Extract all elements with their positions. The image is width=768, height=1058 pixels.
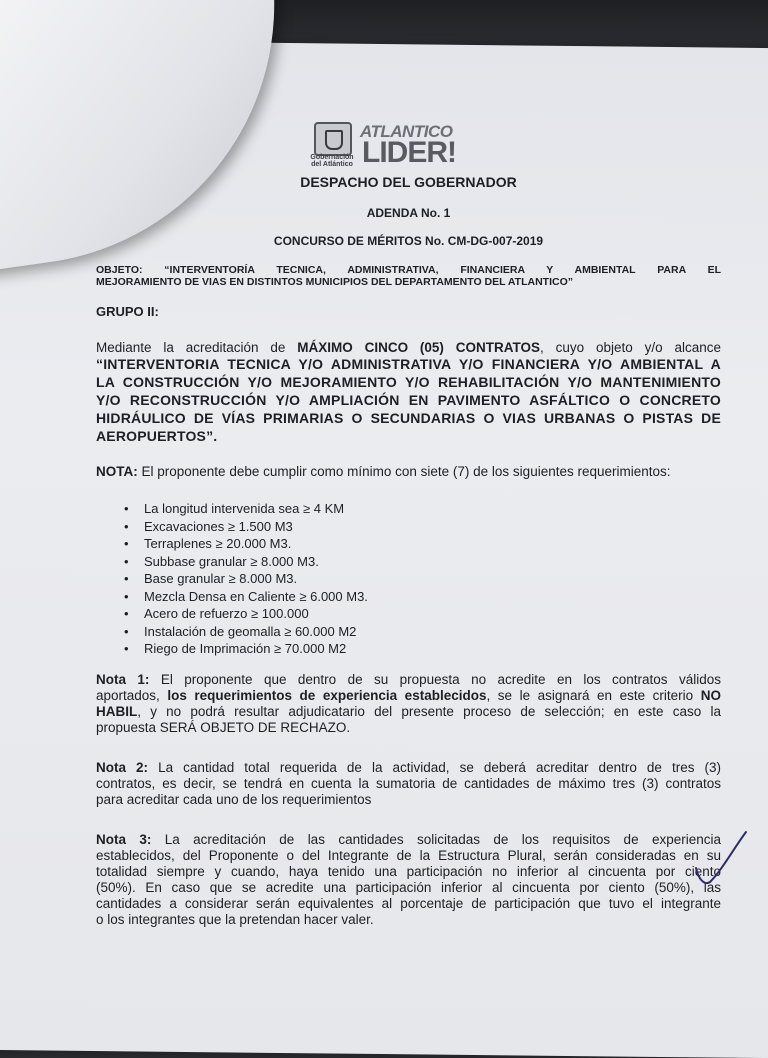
logo-government-text: Gobernación del Atlántico bbox=[310, 154, 354, 168]
nota-1-emphasis: HABIL bbox=[96, 704, 138, 719]
scope-line-4: HIDRÁULICO DE VÍAS PRIMARIAS O SECUNDARIAS O VIAS URBANAS O PISTAS DE bbox=[96, 410, 721, 426]
nota-label: NOTA: bbox=[96, 464, 138, 479]
accreditation-lead: Mediante la acreditación de bbox=[96, 340, 286, 355]
contest-number: CONCURSO DE MÉRITOS No. CM-DG-007-2019 bbox=[273, 234, 544, 248]
nota-1-line-2 bbox=[96, 688, 721, 704]
nota-2-line-1 bbox=[96, 760, 721, 776]
nota-1-text: , se le asignará en este criterio bbox=[486, 688, 701, 703]
scope-line-1: “INTERVENTORIA TECNICA Y/O ADMINISTRATIVA Y/O FINANCIERA Y/O AMBIENTAL A bbox=[96, 356, 721, 372]
objeto-line-2: MEJORAMIENTO DE VIAS EN DISTINTOS MUNICIPIOS DEL DEPARTAMENTO DEL ATLANTICO” bbox=[96, 276, 574, 288]
nota-3-line-5: cantidades a considerar serán equivalentes al porcentaje de participación que tuvo el integrante bbox=[96, 896, 721, 911]
list-item: • Excavaciones ≥ 1.500 M3 bbox=[124, 518, 368, 536]
requirements-list bbox=[124, 500, 368, 658]
scope-line-3: Y/O RECONSTRUCCIÓN Y/O AMPLIACIÓN EN PAVIMENTO ASFÁLTICO O CONCRETO bbox=[96, 392, 721, 408]
handwritten-checkmark-icon bbox=[690, 826, 750, 896]
wordmark-top: ATLANTICO bbox=[360, 122, 453, 141]
nota-3-label: Nota 3: bbox=[96, 832, 152, 847]
nota-2-text: La cantidad total requerida de la actividad, se deberá acreditar dentro de tres (3) bbox=[148, 760, 721, 775]
objeto-line-1: OBJETO: “INTERVENTORÍA TECNICA, ADMINISTRATIVA, FINANCIERA Y AMBIENTAL PARA EL bbox=[96, 264, 721, 276]
coat-of-arms-icon bbox=[314, 122, 352, 156]
nota-1-label: Nota 1: bbox=[96, 672, 150, 687]
list-item: • Instalación de geomalla ≥ 60.000 M2 bbox=[124, 623, 368, 641]
list-item: • Subbase granular ≥ 8.000 M3. bbox=[124, 553, 368, 571]
office-heading: DESPACHO DEL GOBERNADOR bbox=[300, 174, 517, 190]
wordmark-bottom: LIDER! bbox=[362, 136, 456, 169]
grupo-label: GRUPO II: bbox=[96, 304, 159, 319]
list-item: • Base granular ≥ 8.000 M3. bbox=[124, 570, 368, 588]
list-item: • Acero de refuerzo ≥ 100.000 bbox=[124, 605, 368, 623]
nota-1-emphasis: NO bbox=[700, 688, 721, 703]
list-item: • Mezcla Densa en Caliente ≥ 6.000 M3. bbox=[124, 588, 368, 606]
nota-3-line-4: (50%). En caso que se acredite una participación inferior al cincuenta por ciento (50%), las bbox=[96, 880, 721, 895]
nota-1-line-1 bbox=[96, 672, 721, 688]
nota-text: El proponente debe cumplir como mínimo con siete (7) de los siguientes requerimientos: bbox=[137, 464, 671, 479]
nota-3-line-1 bbox=[96, 832, 721, 848]
nota-3-line-2: establecidos, del Proponente o del Integrante de la Estructura Plural, serán consideradas en su bbox=[96, 848, 721, 863]
accreditation-intro bbox=[96, 340, 721, 356]
scope-line-5: AEROPUERTOS”. bbox=[96, 428, 218, 444]
nota-1-emphasis: los requerimientos de experiencia establecidos bbox=[167, 688, 487, 703]
scope-line-2: LA CONSTRUCCIÓN Y/O MEJORAMIENTO Y/O REHABILITACIÓN Y/O MANTENIMIENTO bbox=[96, 374, 721, 390]
nota-2-label: Nota 2: bbox=[96, 760, 149, 775]
nota-2-line-2: contratos, es decir, se tendrá en cuenta la sumatoria de cantidades de máximo tres (3) contratos bbox=[96, 776, 721, 791]
logo-wordmark bbox=[360, 122, 480, 169]
accreditation-count: MÁXIMO CINCO (05) CONTRATOS bbox=[297, 340, 541, 355]
nota-3-text: La acreditación de las cantidades solicitadas de los requisitos de experiencia bbox=[151, 832, 721, 847]
nota-2-line-3: para acreditar cada uno de los requerimientos bbox=[96, 792, 372, 807]
list-item: • Riego de Imprimación ≥ 70.000 M2 bbox=[124, 640, 368, 658]
nota-1-text: aportados, bbox=[96, 688, 168, 703]
nota-3-line-3: totalidad siempre y cuando, haya tenido una participación no inferior al cincuenta por ciento bbox=[96, 864, 721, 879]
nota-1-text: , y no podrá resultar adjudicatario del presente proceso de selección; en este caso la bbox=[137, 704, 721, 719]
nota-1-text: El proponente que dentro de su propuesta no acredite en los contratos válidos bbox=[149, 672, 721, 687]
nota-3-line-6: o los integrantes que la pretendan hacer valer. bbox=[96, 912, 374, 927]
addendum-title: ADENDA No. 1 bbox=[366, 206, 451, 220]
government-logo bbox=[306, 118, 486, 170]
nota-1-line-3 bbox=[96, 704, 721, 720]
accreditation-tail: , cuyo objeto y/o alcance bbox=[540, 340, 721, 355]
nota-1-line-4: propuesta SERÁ OBJETO DE RECHAZO. bbox=[96, 720, 351, 735]
list-item: • Terraplenes ≥ 20.000 M3. bbox=[124, 535, 368, 553]
nota-requirements bbox=[96, 464, 721, 480]
list-item: • La longitud intervenida sea ≥ 4 KM bbox=[124, 500, 368, 518]
